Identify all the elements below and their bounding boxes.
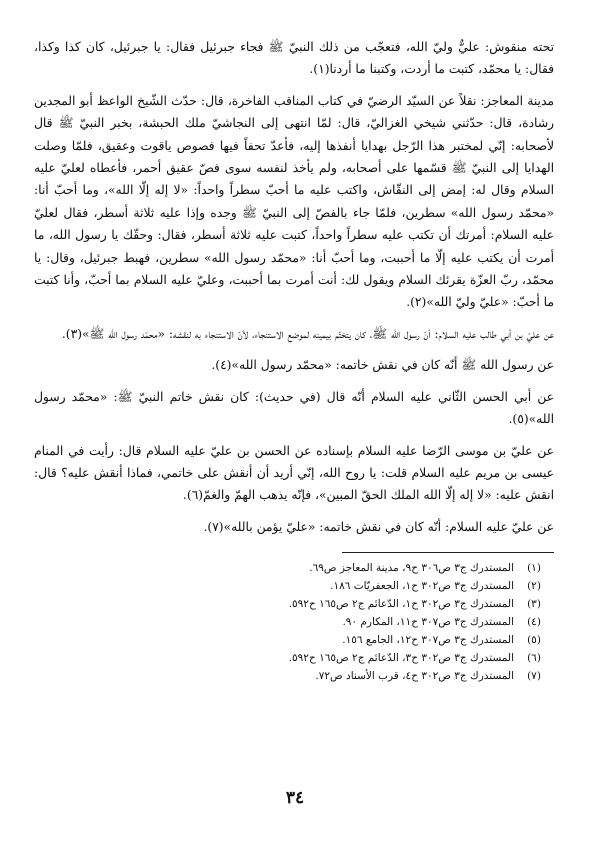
footnote-number: (٥)	[527, 634, 541, 647]
footnote-item	[34, 595, 554, 613]
paragraph-6: عن عليّ بن موسى الرّضا عليه السلام بإسناده عن الحسن بن عليّ عليه السلام قال: رأيت في المنام عيسى بن مريم عليه السلام قلت: يا روح الله، إنّي أريد أن أنقش على خاتمي، فماذا أنقش عليه؟ قال: انقش عليه: «لا إله إلّا الله الملك الحقّ المبين»، فإنّه يذهب الهمّ والغمّ(٦).	[34, 443, 554, 503]
paragraph-3: عن عليّ بن أبي طالب عليه السلام: أنّ رسول الله ﷺ، كان يتختّم بيمينه لموضع الاستنجاء، لأنّ الاستنجاء به لنقشه: «محمّد رسول الله ﷺ»(٣).	[61, 326, 554, 341]
paragraph-2: مدينة المعاجز: نقلاً عن السيّد الرضيّ في كتاب المناقب الفاخرة، قال: حدّث الشّيخ الواعظ أبو المجدين رشادة، قال: حدّثني شيخي الغزاليّ، قال: لمّا انتهى إلى النجاشيّ ملك الحبشة، بخبر النبيّ ﷺ قال لأصحابه: إنّي لمختبر هذا الرّجل بهدايا أنفذها إليه، فأعدّ تحفاً فيها فصوص ياقوت وعقيق، فلمّا وصلت الهدايا إلى النبيّ ﷺ قسّمها على أصحابه، ولم يأخذ لنفسه سوى فصّ عقيق أحمر، فأعطاه لعليّ عليه السلام وقال له: إمض إلى النقّاش، واكتب عليه ما أحبّ سطراً واحداً: «لا إله إلّا الله»، وما أحبّ أنا: «محمّد رسول الله» سطرين، فلمّا جاء بالفصّ إلى النبيّ ﷺ وجده وإذا عليه ثلاثة أسطر، فقال لعليّ عليه السلام: أمرتك أن تكتب عليه سطراً واحداً، كتبت عليه ثلاثة أسطر، فقال: وحقّك يا رسول الله، ما أمرت أن يكتب عليه إلّا ما أحببت، وما أحبّ أنا: «محمّد رسول الله» سطرين، فهبط جبرئيل، وقال: يا محمّد، ربّ العزّة يقرئك السلام ويقول لك: أنت أمرت بما أحببت، وعليّ عليه السلام بما أحبّ، وأنا كتبت ما أحبّ: «عليّ وليّ الله»(٢).	[34, 93, 554, 310]
footnote-number: (٤)	[527, 616, 541, 629]
footnote-text: المستدرك ج٣ ص٣٠٢ ح١، الدّعائم ج٢ ص١٦٥ ح٥٩٢.	[288, 598, 514, 611]
footnotes	[34, 559, 554, 685]
footnote-number: (٧)	[527, 670, 541, 683]
footnote-item	[34, 631, 554, 649]
paragraph-7: عن عليّ عليه السلام: أنّه كان في نقش خاتمه: «عليّ يؤمن بالله»(٧).	[203, 519, 554, 534]
footnote-item	[34, 577, 554, 595]
footnote-number: (٦)	[527, 652, 541, 665]
footnote-text: المستدرك ج٣ ص٣٠٢ ح٤، قرب الأسناد ص٧٢.	[315, 670, 514, 683]
footnote-number: (١)	[527, 562, 541, 575]
footnote-item	[34, 667, 554, 685]
footnote-text: المستدرك ج٣ ص٣٠٧ ح١١، المكارم ٩٠.	[342, 616, 514, 629]
footnote-number: (٢)	[527, 580, 541, 593]
paragraph-1: تحته منقوش: عليٌّ وليّ الله، فتعجّب من ذلك النبيّ ﷺ فجاء جبرئيل فقال: يا جبرئيل، كان كذا وكذا، فقال: يا محمّد، كتبت ما أردت، وكتبنا ما أردنا(١).	[34, 40, 554, 77]
page-number: ٣٤	[285, 788, 305, 808]
footnote-separator	[342, 552, 554, 553]
footnote-text: المستدرك ج٣ ص٣٠٧ ح١٢، الجامع ١٥٦.	[342, 634, 514, 647]
footnote-text: المستدرك ج٣ ص٣٠٢ ح٣، الدّعائم ج٢ ص١٦٥ ح٥٩٢.	[288, 652, 514, 665]
main-text	[34, 36, 554, 538]
footnote-item	[34, 559, 554, 577]
footnote-item	[34, 649, 554, 667]
paragraph-5: عن أبي الحسن الثّاني عليه السلام أنّه قال (في حديث): كان نقش خاتم النبيّ ﷺ: «محمّد رسول الله»(٥).	[34, 389, 554, 427]
paragraph-4: عن رسول الله ﷺ أنّه كان في نقش خاتمه: «محمّد رسول الله»(٤).	[211, 358, 554, 373]
footnote-text: المستدرك ج٣ ص٣٠٢ ح١، الجعفريّات ١٨٦.	[330, 580, 514, 593]
footnote-text: المستدرك ج٣ ص٣٠٦ ح٩، مدينة المعاجز ص٦٩.	[309, 562, 514, 575]
footnote-number: (٣)	[527, 598, 541, 611]
footnote-item	[34, 613, 554, 631]
